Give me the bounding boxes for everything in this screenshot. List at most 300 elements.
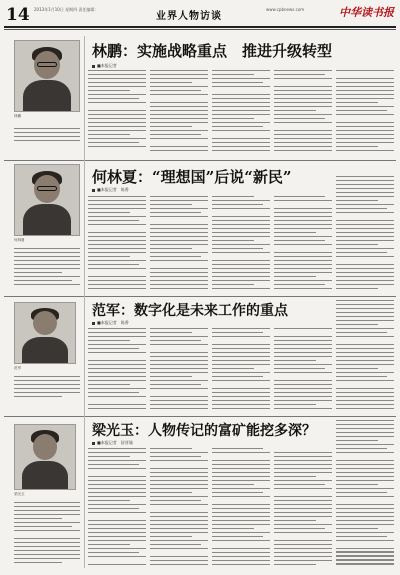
text-line [212, 252, 270, 253]
text-line [14, 562, 62, 563]
text-line [150, 464, 208, 465]
article-3-caption [14, 366, 80, 374]
text-line [212, 138, 270, 139]
text-line [274, 228, 332, 229]
text-line [212, 512, 270, 513]
text-line [150, 500, 201, 501]
text-line [88, 118, 146, 119]
text-line [88, 256, 130, 257]
text-line [336, 248, 394, 249]
text-line [14, 534, 80, 535]
article-3-col-3 [212, 328, 270, 412]
text-line [88, 284, 146, 285]
text-line [336, 180, 394, 181]
text-line [336, 452, 394, 453]
text-line [274, 78, 332, 79]
text-line [212, 146, 270, 147]
text-line [274, 142, 332, 143]
text-line [336, 82, 394, 83]
text-line [274, 264, 332, 265]
text-line [212, 536, 263, 537]
text-line [150, 408, 208, 409]
text-line [212, 340, 270, 341]
text-line [212, 328, 270, 329]
text-line [150, 196, 208, 197]
text-line [274, 118, 325, 119]
text-line [88, 368, 146, 369]
text-line [212, 248, 263, 249]
text-line [212, 504, 270, 505]
article-3-col-2 [150, 328, 208, 412]
text-line [212, 196, 254, 197]
text-line [14, 272, 62, 273]
text-line [14, 502, 80, 503]
text-line [88, 98, 139, 99]
text-line [88, 504, 146, 505]
text-line [336, 276, 394, 277]
text-line [150, 528, 208, 529]
text-line [274, 456, 332, 457]
text-line [150, 352, 208, 353]
caption-text: 范军 [14, 366, 22, 370]
text-line [274, 472, 332, 473]
text-line [88, 240, 146, 241]
text-line [336, 312, 394, 313]
byline-text: ■本报记者 陈香 [97, 320, 129, 325]
text-line [212, 544, 270, 545]
text-line [14, 256, 80, 257]
text-line [274, 348, 332, 349]
text-line [212, 134, 270, 135]
article-2-col-3 [212, 196, 270, 292]
text-line [212, 118, 254, 119]
text-line [212, 528, 254, 529]
article-1-headline: 林鹏：实施战略重点 推进升级转型 [92, 42, 333, 60]
text-line [212, 488, 270, 489]
byline-text: ■本报记者 陈香 [97, 187, 129, 192]
article-3-col-4 [274, 328, 332, 412]
text-line [274, 284, 325, 285]
text-line [14, 522, 80, 523]
article-2-col-1 [88, 196, 146, 292]
text-line [274, 208, 332, 209]
byline-text: ■本报记者 [97, 63, 117, 68]
text-line [88, 484, 146, 485]
caption-text: 梁光玉 [14, 492, 25, 496]
text-line [212, 98, 270, 99]
text-line [212, 520, 270, 521]
text-line [88, 268, 146, 269]
text-line [150, 232, 208, 233]
text-line [88, 130, 146, 131]
text-line [336, 460, 394, 461]
text-line [88, 540, 146, 541]
text-line [212, 150, 270, 151]
article-3-photo [14, 302, 76, 364]
text-line [88, 464, 139, 465]
text-line [150, 376, 192, 377]
text-line [150, 468, 208, 469]
text-line [14, 542, 80, 543]
text-line [88, 468, 146, 469]
text-line [212, 212, 270, 213]
text-line [336, 332, 387, 333]
article-1-col-5 [336, 70, 394, 156]
text-line [336, 360, 394, 361]
text-line [274, 532, 332, 533]
portrait-body [23, 204, 72, 236]
text-line [336, 372, 394, 373]
byline-marker [92, 189, 95, 192]
text-line [88, 228, 146, 229]
text-line [212, 268, 270, 269]
text-line [88, 102, 146, 103]
text-line [274, 332, 332, 333]
text-line [150, 504, 208, 505]
text-line [150, 150, 208, 151]
text-line [336, 476, 394, 477]
text-line [212, 348, 270, 349]
text-line [88, 336, 146, 337]
text-line [274, 272, 332, 273]
text-line [150, 556, 208, 557]
text-line [274, 352, 332, 353]
text-line [336, 432, 394, 433]
text-line [336, 396, 394, 397]
text-line [336, 212, 394, 213]
text-line [212, 94, 270, 95]
text-line [150, 544, 201, 545]
article-2-caption-copy [14, 248, 80, 290]
text-line [14, 546, 80, 547]
text-line [336, 196, 394, 197]
text-line [336, 288, 378, 289]
article-1-byline [92, 63, 117, 69]
text-line [88, 260, 146, 261]
text-line [88, 404, 146, 405]
text-line [88, 392, 139, 393]
text-line [150, 356, 208, 357]
text-line [274, 524, 332, 525]
text-line [274, 212, 332, 213]
text-line [274, 106, 332, 107]
text-line [212, 472, 270, 473]
text-line [336, 520, 394, 521]
text-line [336, 428, 394, 429]
text-line [14, 392, 80, 393]
article-3-caption-copy [14, 376, 80, 400]
text-line [336, 280, 394, 281]
text-line [212, 452, 270, 453]
text-line [336, 224, 394, 225]
text-line [336, 228, 394, 229]
article-3-headline: 范军：数字化是未来工作的重点 [92, 303, 288, 319]
text-line [14, 554, 80, 555]
text-line [150, 372, 208, 373]
text-line [274, 134, 332, 135]
text-line [212, 102, 270, 103]
text-line [150, 496, 208, 497]
text-line [150, 456, 201, 457]
text-line [274, 536, 332, 537]
text-line [150, 360, 208, 361]
text-line [88, 500, 130, 501]
text-line [88, 146, 146, 147]
text-line [150, 536, 192, 537]
article-4-col-5 [336, 420, 394, 568]
text-line [336, 548, 394, 549]
text-line [212, 232, 270, 233]
text-line [212, 480, 270, 481]
text-line [150, 252, 208, 253]
text-line [212, 364, 270, 365]
glasses-icon [37, 186, 57, 191]
text-line [336, 536, 387, 537]
text-line [212, 224, 270, 225]
text-line [88, 114, 146, 115]
text-line [150, 452, 208, 453]
text-line [336, 240, 394, 241]
text-line [14, 384, 80, 385]
text-line [336, 384, 394, 385]
text-line [274, 528, 325, 529]
text-line [274, 150, 332, 151]
text-line [336, 256, 394, 257]
text-line [150, 484, 208, 485]
text-line [150, 344, 208, 345]
text-line [150, 78, 208, 79]
text-line [212, 86, 270, 87]
text-line [212, 496, 270, 497]
article-4-col-2 [150, 448, 208, 568]
text-line [150, 392, 208, 393]
text-line [336, 440, 378, 441]
text-line [150, 336, 208, 337]
text-line [336, 448, 387, 449]
text-line [88, 204, 146, 205]
text-line [14, 276, 80, 277]
text-line [212, 284, 254, 285]
text-line [150, 98, 208, 99]
text-line [336, 86, 394, 87]
text-line [150, 126, 192, 127]
text-line [274, 400, 332, 401]
text-line [88, 288, 146, 289]
text-line [150, 212, 201, 213]
text-line [150, 548, 208, 549]
text-line [88, 94, 146, 95]
text-line [336, 328, 394, 329]
article-2-caption [14, 238, 80, 246]
article-4-caption [14, 492, 80, 500]
article-divider [4, 160, 396, 161]
text-line [88, 452, 146, 453]
text-line [14, 268, 80, 269]
text-line [88, 280, 146, 281]
article-4-caption-copy [14, 502, 80, 568]
text-line [150, 472, 208, 473]
text-line [14, 388, 80, 389]
article-1-col-2 [150, 70, 208, 156]
text-line [88, 356, 146, 357]
article-1-photo [14, 40, 80, 112]
text-line [274, 328, 332, 329]
text-line [212, 460, 270, 461]
text-line [274, 492, 332, 493]
text-line [212, 540, 270, 541]
text-line [336, 78, 394, 79]
text-line [274, 200, 332, 201]
text-line [336, 126, 394, 127]
portrait-head [33, 311, 57, 335]
text-line [212, 376, 263, 377]
text-line [336, 480, 394, 481]
text-line [212, 556, 270, 557]
text-line [88, 200, 146, 201]
date-line: 2013年1月10日 星期四 责任编辑： [34, 7, 99, 12]
text-line [336, 516, 394, 517]
text-line [88, 384, 130, 385]
text-line [336, 348, 394, 349]
text-line [336, 500, 394, 501]
text-line [336, 94, 394, 95]
text-line [150, 146, 208, 147]
article-3-byline [92, 320, 129, 326]
text-line [88, 74, 146, 75]
text-line [88, 272, 146, 273]
text-line [212, 264, 270, 265]
text-line [274, 126, 332, 127]
text-line [88, 244, 146, 245]
article-4-col-4 [274, 448, 332, 568]
text-line [150, 520, 208, 521]
text-line [88, 352, 146, 353]
text-line [150, 480, 208, 481]
text-line [274, 102, 332, 103]
text-line [336, 488, 394, 489]
text-line [150, 200, 208, 201]
text-line [88, 276, 146, 277]
text-line [14, 376, 80, 377]
text-line [150, 552, 208, 553]
text-line [336, 142, 394, 143]
text-line [274, 372, 332, 373]
text-line [274, 90, 332, 91]
text-line [150, 208, 208, 209]
article-2-col-4 [274, 196, 332, 292]
text-line [336, 496, 394, 497]
text-line [212, 400, 270, 401]
article-3-col-5 [336, 300, 394, 412]
article-2-headline: 何林夏：“理想国”后说“新民” [92, 168, 292, 186]
text-line [150, 130, 208, 131]
article-4-byline [92, 440, 133, 446]
text-line [212, 468, 270, 469]
article-1-col-4 [274, 70, 332, 156]
text-line [212, 368, 254, 369]
text-line [212, 516, 270, 517]
text-line [212, 548, 270, 549]
text-line [274, 396, 332, 397]
text-line [88, 396, 146, 397]
text-line [336, 114, 394, 115]
text-line [274, 256, 332, 257]
text-line [274, 340, 332, 341]
text-line [212, 126, 263, 127]
text-line [212, 110, 270, 111]
text-line [212, 288, 270, 289]
article-3-col-1 [88, 328, 146, 412]
text-line [88, 380, 146, 381]
text-line [336, 528, 378, 529]
text-line [336, 188, 394, 189]
text-line [88, 508, 139, 509]
article-2-photo [14, 164, 80, 236]
text-line [14, 526, 72, 527]
text-line [88, 216, 146, 217]
article-2-byline [92, 187, 129, 193]
text-line [274, 122, 332, 123]
text-line [14, 140, 80, 141]
text-line [336, 70, 394, 71]
text-line [150, 86, 208, 87]
text-line [274, 240, 325, 241]
text-line [14, 252, 80, 253]
text-line [336, 232, 394, 233]
article-divider [4, 416, 396, 417]
text-line [336, 216, 394, 217]
text-line [150, 268, 208, 269]
text-line [150, 272, 208, 273]
text-line [150, 224, 208, 225]
text-line [274, 488, 332, 489]
text-line [150, 400, 208, 401]
text-line [336, 508, 394, 509]
column-rule [84, 36, 85, 568]
text-line [14, 128, 80, 129]
text-line [212, 228, 270, 229]
text-line [212, 392, 270, 393]
text-line [150, 532, 208, 533]
text-line [88, 344, 146, 345]
text-line [14, 248, 80, 249]
text-line [14, 538, 80, 539]
text-line [212, 564, 270, 565]
text-line [88, 528, 146, 529]
text-line [88, 560, 146, 561]
text-line [212, 448, 263, 449]
text-line [150, 74, 208, 75]
glasses-icon [37, 62, 57, 67]
text-line [88, 134, 130, 135]
newspaper-logo: 中华读书报 [339, 6, 394, 19]
text-line [336, 260, 394, 261]
masthead [4, 4, 396, 26]
text-line [88, 548, 146, 549]
text-line [150, 332, 192, 333]
text-line [212, 280, 270, 281]
article-4-headline: 梁光玉：人物传记的富矿能挖多深？ [92, 423, 316, 439]
text-line [14, 284, 80, 285]
text-line [212, 476, 270, 477]
portrait-body [22, 461, 68, 490]
text-line [212, 492, 263, 493]
text-line [336, 268, 394, 269]
text-line [336, 364, 394, 365]
text-line [14, 506, 80, 507]
text-line [150, 492, 192, 493]
section-title: 业界人物访谈 [156, 11, 222, 22]
